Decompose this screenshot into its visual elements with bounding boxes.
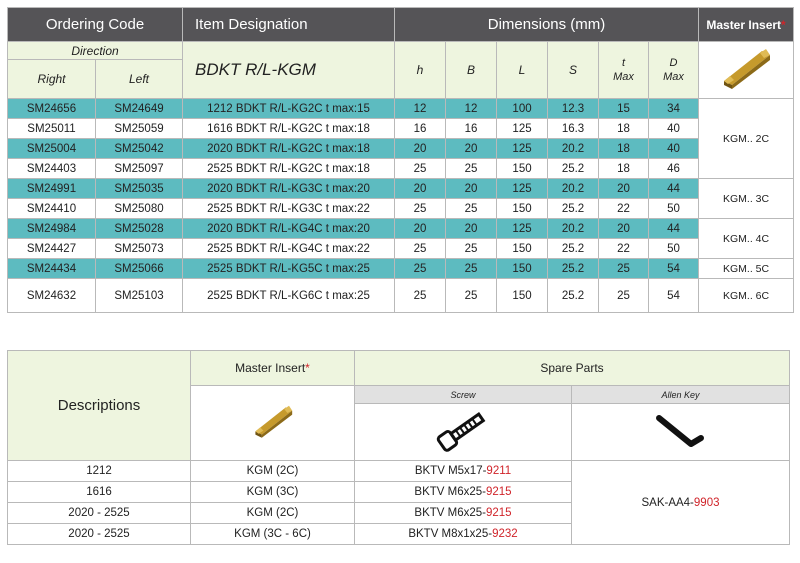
table-row — [8, 99, 794, 119]
item-designation: 2020 BDKT R/L-KG3C t max:20 — [183, 179, 395, 199]
dim-d-max: 34 — [649, 99, 699, 119]
dim-b: 16 — [446, 119, 497, 139]
dim-t-max: 22 — [599, 199, 649, 219]
allen-key-subheader: Allen Key — [572, 386, 790, 404]
left-label: Left — [96, 60, 183, 99]
grooving-insert-icon — [716, 45, 776, 91]
item-designation: 1616 BDKT R/L-KG2C t max:18 — [183, 119, 395, 139]
dim-s: 20.2 — [548, 139, 599, 159]
screw-value — [355, 524, 572, 545]
dim-s: 25.2 — [548, 159, 599, 179]
table-row — [8, 159, 794, 179]
designation-family: BDKT R/L-KGM — [183, 42, 395, 99]
screw-value — [355, 503, 572, 524]
col-h: h — [395, 42, 446, 99]
master-insert-header — [191, 351, 355, 386]
key-code: SAK-AA4- — [641, 496, 694, 509]
item-designation: 1212 BDKT R/L-KG2C t max:15 — [183, 99, 395, 119]
dim-d-max: 40 — [649, 139, 699, 159]
dim-t-max: 20 — [599, 179, 649, 199]
dim-t-max: 25 — [599, 259, 649, 279]
insert-value: KGM (2C) — [191, 461, 355, 482]
dim-d-max: 44 — [649, 179, 699, 199]
screw-code: BKTV M6x25- — [414, 486, 486, 498]
dim-b: 12 — [446, 99, 497, 119]
right-label: Right — [8, 60, 96, 99]
screw-ref: 9215 — [485, 507, 512, 519]
screw-ref: 9232 — [492, 528, 518, 540]
dim-t-max: 18 — [599, 139, 649, 159]
dim-d-max: 54 — [649, 259, 699, 279]
code-left: SM25066 — [96, 259, 183, 279]
col-d-max — [649, 42, 699, 99]
description-value: 1212 — [8, 461, 191, 482]
master-insert-value: KGM.. 3C — [699, 179, 794, 219]
dim-h: 25 — [395, 279, 446, 313]
table-row — [8, 259, 794, 279]
dim-b: 25 — [446, 199, 497, 219]
dim-l: 150 — [497, 159, 548, 179]
direction-label: Direction — [8, 42, 183, 60]
dim-d-max: 46 — [649, 159, 699, 179]
dim-h: 20 — [395, 139, 446, 159]
ordering-code-header: Ordering Code — [8, 8, 183, 42]
dim-s: 20.2 — [548, 219, 599, 239]
dim-s: 16.3 — [548, 119, 599, 139]
code-right: SM24434 — [8, 259, 96, 279]
screw-image — [355, 404, 572, 461]
dim-d-max: 40 — [649, 119, 699, 139]
code-left: SM25097 — [96, 159, 183, 179]
table-row — [8, 119, 794, 139]
master-insert-value: KGM.. 5C — [699, 259, 794, 279]
table-row — [8, 239, 794, 259]
screw-code: BKTV M8x1x25- — [408, 528, 493, 540]
insert-value: KGM (3C) — [191, 482, 355, 503]
master-insert-value: KGM.. 6C — [699, 279, 794, 313]
item-designation: 2525 BDKT R/L-KG6C t max:25 — [183, 279, 395, 313]
master-insert-image — [191, 386, 355, 461]
code-right: SM25004 — [8, 139, 96, 159]
dim-s: 25.2 — [548, 279, 599, 313]
master-insert-value: KGM.. 2C — [699, 99, 794, 179]
dim-t-max: 15 — [599, 99, 649, 119]
dim-d-max: 50 — [649, 199, 699, 219]
item-designation: 2525 BDKT R/L-KG3C t max:22 — [183, 199, 395, 219]
dim-h: 25 — [395, 239, 446, 259]
dim-b: 25 — [446, 239, 497, 259]
dim-h: 12 — [395, 99, 446, 119]
dim-d-max: 54 — [649, 279, 699, 313]
table-row — [8, 279, 794, 313]
item-designation: 2525 BDKT R/L-KG4C t max:22 — [183, 239, 395, 259]
allen-key-image — [572, 404, 790, 461]
code-right: SM24984 — [8, 219, 96, 239]
table-row — [8, 139, 794, 159]
col-l: L — [497, 42, 548, 99]
dim-l: 150 — [497, 259, 548, 279]
dim-s: 25.2 — [548, 259, 599, 279]
dim-d-max: 50 — [649, 239, 699, 259]
item-designation: 2525 BDKT R/L-KG2C t max:18 — [183, 159, 395, 179]
code-left: SM25035 — [96, 179, 183, 199]
table-row — [8, 219, 794, 239]
screw-code: BKTV M6x25- — [414, 507, 486, 519]
dim-b: 25 — [446, 279, 497, 313]
dim-t-max: 18 — [599, 159, 649, 179]
col-b: B — [446, 42, 497, 99]
dim-b: 25 — [446, 259, 497, 279]
master-insert-header-label: Master Insert — [706, 17, 782, 32]
master-insert-header — [699, 8, 794, 42]
master-insert-header-label: Master Insert — [235, 361, 306, 375]
dim-t-max: 22 — [599, 239, 649, 259]
dim-h: 25 — [395, 259, 446, 279]
dim-t-max: 20 — [599, 219, 649, 239]
code-right: SM24991 — [8, 179, 96, 199]
screw-value — [355, 461, 572, 482]
dim-l: 125 — [497, 119, 548, 139]
dim-l: 125 — [497, 139, 548, 159]
screw-ref: 9215 — [485, 486, 512, 498]
col-t-max-label: Max — [613, 71, 634, 83]
code-right: SM24427 — [8, 239, 96, 259]
allen-key-value — [572, 461, 790, 545]
dim-h: 25 — [395, 159, 446, 179]
screw-value — [355, 482, 572, 503]
dim-h: 16 — [395, 119, 446, 139]
code-left: SM25080 — [96, 199, 183, 219]
dimensions-header: Dimensions (mm) — [395, 8, 699, 42]
dim-s: 20.2 — [548, 179, 599, 199]
dim-t-max: 25 — [599, 279, 649, 313]
screw-ref: 9211 — [486, 465, 512, 477]
item-designation-header: Item Designation — [183, 8, 395, 42]
code-left: SM25059 — [96, 119, 183, 139]
code-right: SM24632 — [8, 279, 96, 313]
description-value: 2020 - 2525 — [8, 503, 191, 524]
dim-l: 150 — [497, 279, 548, 313]
dim-b: 25 — [446, 159, 497, 179]
code-right: SM24410 — [8, 199, 96, 219]
col-s: S — [548, 42, 599, 99]
descriptions-header: Descriptions — [8, 351, 191, 461]
code-left: SM24649 — [96, 99, 183, 119]
spare-parts-table — [7, 350, 790, 545]
dim-s: 25.2 — [548, 199, 599, 219]
master-insert-value: KGM.. 4C — [699, 219, 794, 259]
screw-code: BKTV M5x17- — [414, 465, 487, 477]
asterisk-mark: * — [305, 361, 310, 375]
dim-l: 100 — [497, 99, 548, 119]
code-left: SM25042 — [96, 139, 183, 159]
dim-h: 25 — [395, 199, 446, 219]
dim-l: 150 — [497, 239, 548, 259]
code-right: SM24656 — [8, 99, 96, 119]
col-d-label: D — [669, 57, 678, 69]
dim-l: 125 — [497, 179, 548, 199]
item-designation: 2020 BDKT R/L-KG2C t max:18 — [183, 139, 395, 159]
code-left: SM25103 — [96, 279, 183, 313]
allen-key-icon — [653, 408, 709, 452]
col-d-max-label: Max — [663, 71, 684, 83]
dim-b: 20 — [446, 179, 497, 199]
asterisk-mark: * — [781, 17, 786, 32]
col-t-max — [599, 42, 649, 99]
dim-h: 20 — [395, 179, 446, 199]
description-value: 1616 — [8, 482, 191, 503]
grooving-insert-icon — [249, 402, 297, 440]
key-ref: 9903 — [693, 496, 720, 509]
screw-subheader: Screw — [355, 386, 572, 404]
dim-d-max: 44 — [649, 219, 699, 239]
table-row — [8, 179, 794, 199]
dim-s: 12.3 — [548, 99, 599, 119]
insert-value: KGM (3C - 6C) — [191, 524, 355, 545]
dim-t-max: 18 — [599, 119, 649, 139]
dim-b: 20 — [446, 219, 497, 239]
table-row — [8, 461, 790, 482]
dim-b: 20 — [446, 139, 497, 159]
code-right: SM25011 — [8, 119, 96, 139]
master-insert-image — [699, 42, 794, 99]
code-left: SM25073 — [96, 239, 183, 259]
code-right: SM24403 — [8, 159, 96, 179]
dim-h: 20 — [395, 219, 446, 239]
description-value: 2020 - 2525 — [8, 524, 191, 545]
insert-value: KGM (2C) — [191, 503, 355, 524]
item-designation: 2525 BDKT R/L-KG5C t max:25 — [183, 259, 395, 279]
tool-dimensions-table — [7, 7, 794, 313]
code-left: SM25028 — [96, 219, 183, 239]
dim-s: 25.2 — [548, 239, 599, 259]
dim-l: 125 — [497, 219, 548, 239]
screw-icon — [435, 408, 491, 452]
spare-parts-header: Spare Parts — [355, 351, 790, 386]
dim-l: 150 — [497, 199, 548, 219]
col-t-label: t — [621, 57, 626, 69]
table-row — [8, 199, 794, 219]
item-designation: 2020 BDKT R/L-KG4C t max:20 — [183, 219, 395, 239]
